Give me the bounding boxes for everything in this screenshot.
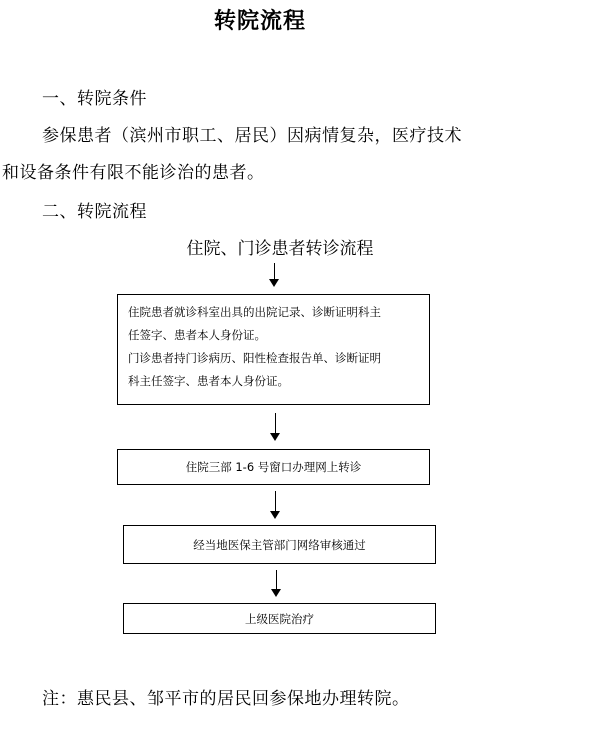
section1-text-line1: 参保患者（滨州市职工、居民）因病情复杂，医疗技术 [42, 126, 462, 146]
flow-step-1-line2: 任签字、患者本人身份证。 [128, 328, 266, 342]
flow-step-4-text: 上级医院治疗 [245, 611, 314, 626]
flow-step-1-box [117, 294, 430, 405]
flow-arrow-2 [270, 413, 282, 441]
flow-step-2-text: 住院三部 1-6 号窗口办理网上转诊 [185, 460, 362, 474]
note: 注：惠民县、邹平市的居民回参保地办理转院。 [42, 689, 410, 709]
flow-arrow-4 [271, 570, 283, 597]
flowchart-title: 住院、门诊患者转诊流程 [186, 239, 374, 259]
flow-step-1-line4: 科主任签字、患者本人身份证。 [128, 374, 289, 388]
section2-heading: 二、转院流程 [42, 202, 147, 222]
flow-step-3-box [123, 525, 436, 564]
section1-text-line2: 和设备条件有限不能诊治的患者。 [2, 163, 265, 183]
flow-step-1-line3: 门诊患者持门诊病历、阳性检查报告单、诊断证明 [128, 351, 381, 365]
flow-arrow-1 [269, 263, 281, 287]
section1-heading: 一、转院条件 [42, 89, 147, 109]
flow-step-2-box [117, 449, 430, 485]
page-title: 转院流程 [213, 8, 306, 34]
flow-step-4-box [123, 603, 436, 634]
flow-arrow-3 [270, 491, 282, 519]
flow-step-1-line1: 住院患者就诊科室出具的出院记录、诊断证明科主 [128, 305, 381, 319]
flow-step-3-text: 经当地医保主管部门网络审核通过 [193, 537, 366, 552]
